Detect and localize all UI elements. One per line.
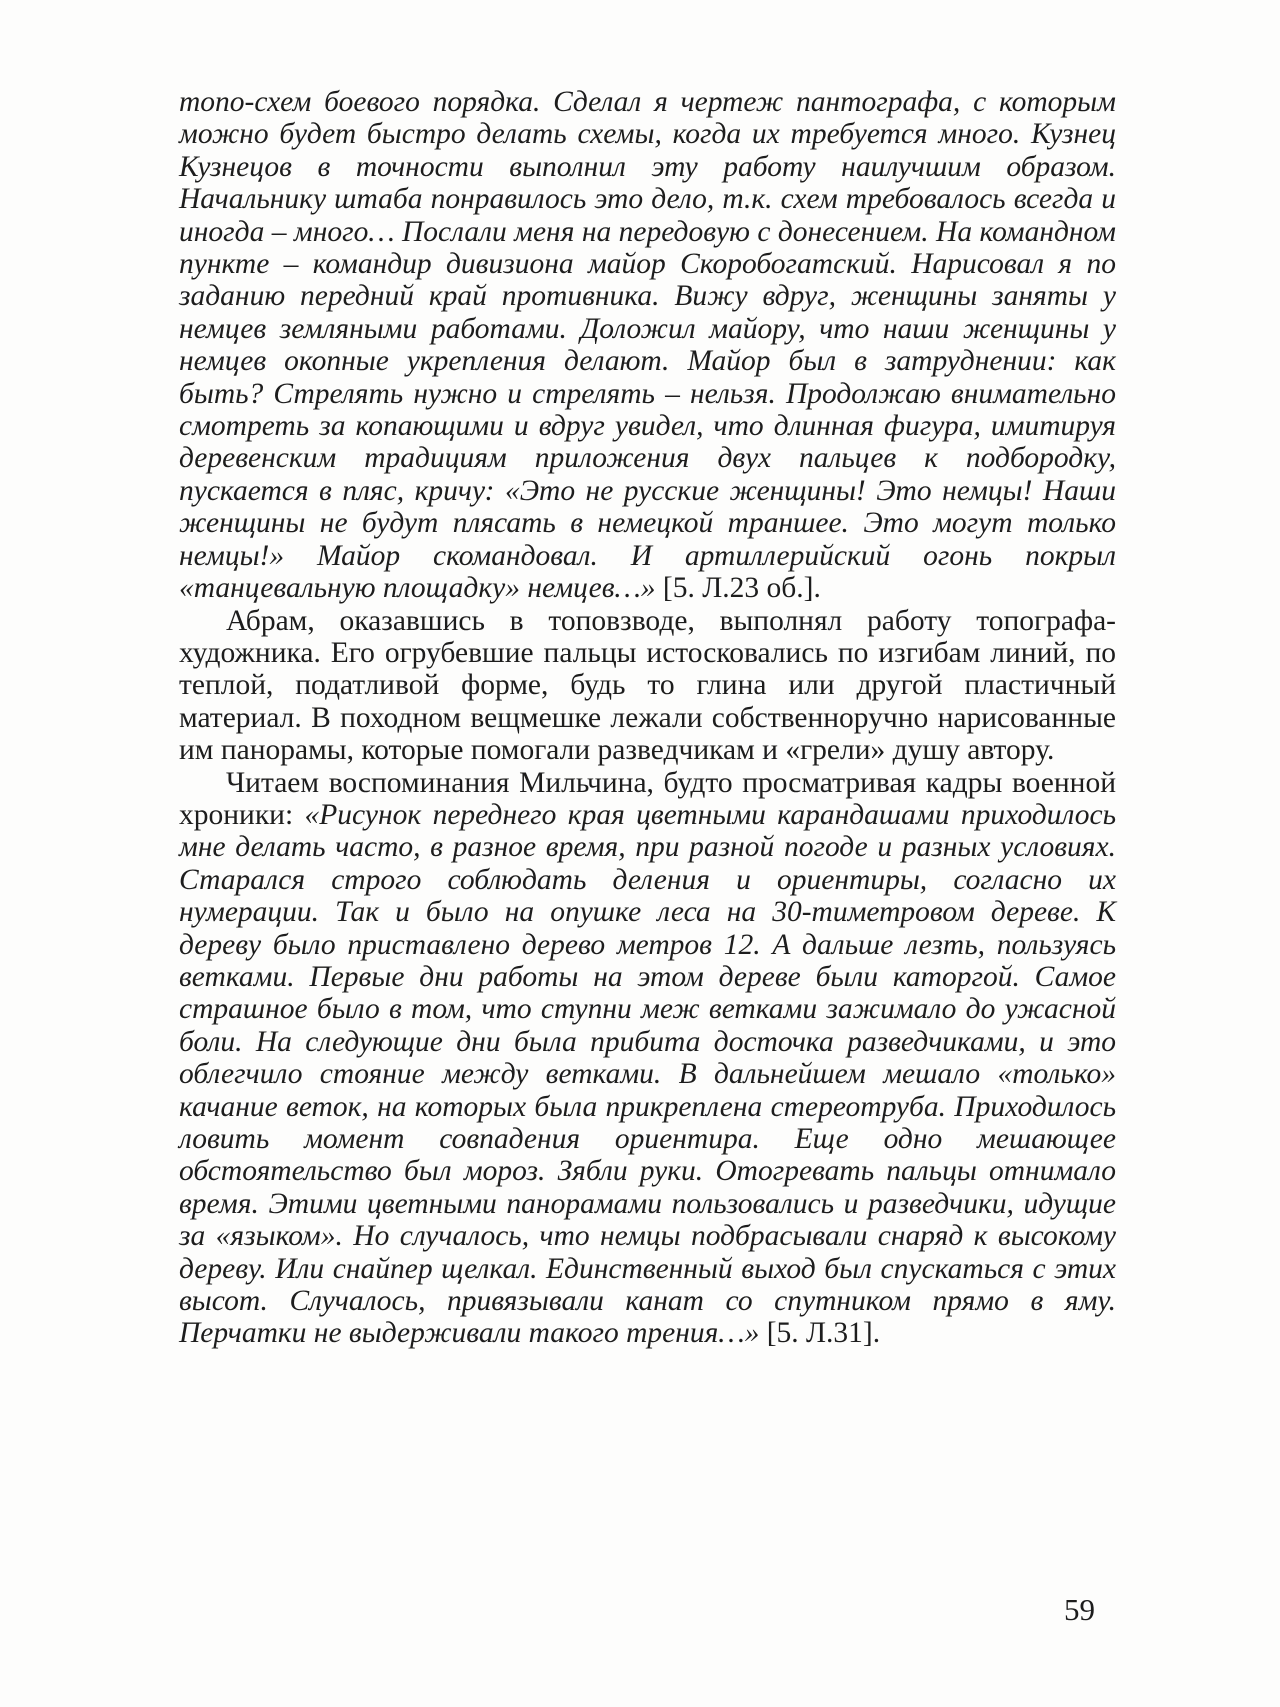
citation: [5. Л.23 об.]. [655, 572, 821, 605]
paragraph-quote-continuation [179, 86, 1116, 605]
lead-text: Читаем воспоминания Мильчина, будто просматривая кадры военной хроники: [179, 766, 1116, 831]
quoted-text: топо-схем боевого порядка. Сделал я чертеж пантографа, с которым можно будет быстро делать схемы, когда их требуется много. Кузнец Кузнецов в точности выполнил эту работу наилучшим образом. Начальнику штаба понравилось это дело, т.к. схем требовалось всегда и иногда – много… Послали меня на передовую с донесением. На командном пункте – командир дивизиона майор Скоробогатский. Нарисовал я по заданию передний край противника. Вижу вдруг, женщины заняты у немцев земляными работами. Доложил майору, что наши женщины у немцев окопные укрепления делают. Майор был в затруднении: как быть? Стрелять нужно и стрелять – нельзя. Продолжаю внимательно смотреть за копающими и вдруг увидел, что длинная фигура, имитируя деревенским традициям приложения двух пальцев к подбородку, пускается в пляс, кричу: «Это не русские женщины! Это немцы! Наши женщины не будут плясать в немецкой траншее. Это могут только немцы!» Майор скомандовал. И артиллерийский огонь покрыл «танцевальную площадку» немцев…» [179, 86, 1116, 605]
quoted-text: «Рисунок переднего края цветными карандашами приходилось мне делать часто, в разное время, при разной погоде и разных условиях. Старался строго соблюдать деления и ориентиры, согласно их нумерации. Так и было на опушке леса на 30-тиметровом дереве. К дереву было приставлено дерево метров 12. А дальше лезть, пользуясь ветками. Первые дни работы на этом дереве были каторгой. Самое страшное было в том, что ступни меж ветками зажимало до ужасной боли. На следующие дни была прибита досточка разведчиками, и это облегчило стояние между ветками. В дальнейшем мешало «только» качание веток, на которых была прикреплена стереотруба. Приходилось ловить момент совпадения ориентира. Еще одно мешающее обстоятельство был мороз. Зябли руки. Отогревать пальцы отнимало время. Этими цветными панорамами пользовались и разведчики, идущие за «языком». Но случалось, что немцы подбрасывали снаряд к высокому дереву. Или снайпер щелкал. Единственный выход был спускаться с этих высот. Случалось, привязывали канат со спутником прямо в яму. Перчатки не выдерживали такого трения…» [179, 798, 1117, 1350]
body-text [179, 86, 1116, 1350]
page-number: 59 [1064, 1592, 1095, 1627]
paragraph-abram: Абрам, оказавшись в топовзводе, выполнял работу топографа-художника. Его огрубевшие пальцы истосковались по изгибам линий, по теплой, податливой форме, будь то глина или другой пластичный материал. В походном вещмешке лежали собственноручно нарисованные им панорамы, которые помогали разведчикам и «грели» душу автору. [179, 604, 1116, 767]
citation: [5. Л.31]. [759, 1317, 881, 1350]
paragraph-memoirs [179, 767, 1116, 1350]
